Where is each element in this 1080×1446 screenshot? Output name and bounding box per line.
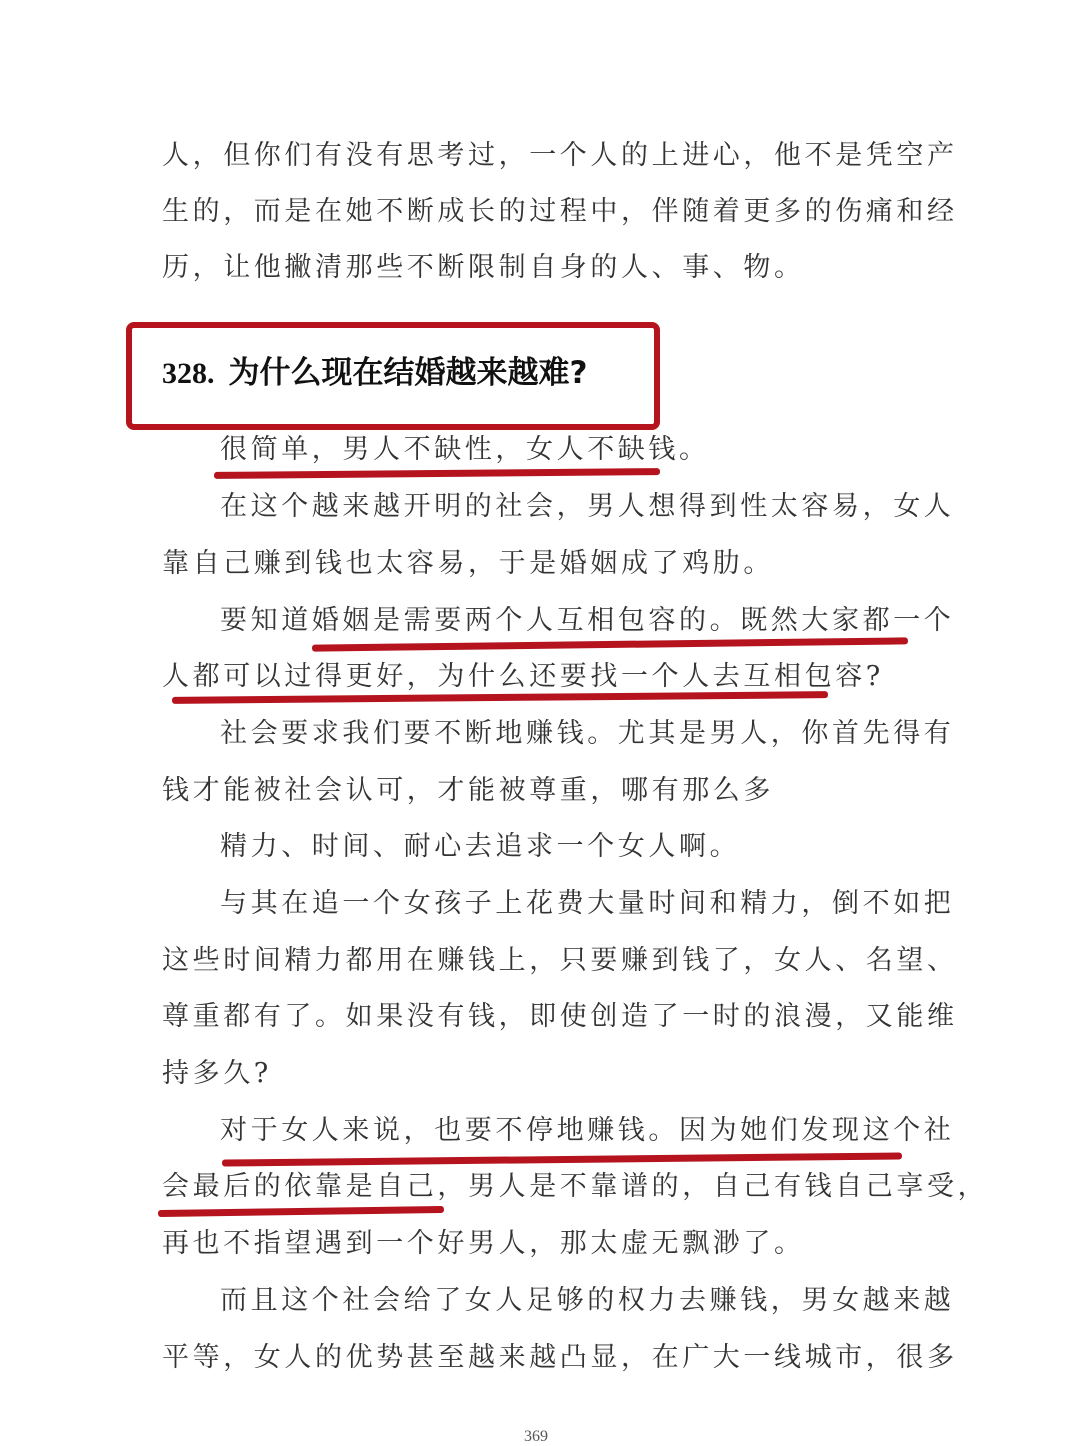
section-title: 为什么现在结婚越来越难? [228, 355, 588, 391]
text-line: 这些时间精力都用在赚钱上，只要赚到钱了，女人、名望、 [162, 945, 958, 976]
text-line: 在这个越来越开明的社会，男人想得到性太容易，女人 [220, 491, 955, 522]
text-line: 再也不指望遇到一个好男人，那太虚无飘渺了。 [162, 1228, 805, 1259]
text-line: 精力、时间、耐心去追求一个女人啊。 [220, 831, 741, 862]
text-line: 社会要求我们要不断地赚钱。尤其是男人，你首先得有 [220, 718, 955, 749]
section-heading [162, 353, 587, 394]
text-line: 生的，而是在她不断成长的过程中，伴随着更多的伤痛和经 [162, 196, 958, 227]
text-line: 要知道婚姻是需要两个人互相包容的。既然大家都一个 [220, 605, 955, 636]
text-line: 平等，女人的优势甚至越来越凸显，在广大一线城市，很多 [162, 1342, 958, 1373]
text-line: 与其在追一个女孩子上花费大量时间和精力，倒不如把 [220, 888, 955, 919]
text-line: 历，让他撇清那些不断限制自身的人、事、物。 [162, 252, 805, 283]
text-line: 而且这个社会给了女人足够的权力去赚钱，男女越来越 [220, 1285, 955, 1316]
text-line: 对于女人来说，也要不停地赚钱。因为她们发现这个社 [220, 1115, 955, 1146]
text-line: 靠自己赚到钱也太容易，于是婚姻成了鸡肋。 [162, 548, 774, 579]
text-line: 很简单，男人不缺性，女人不缺钱。 [220, 434, 710, 465]
text-line: 尊重都有了。如果没有钱，即使创造了一时的浪漫，又能维 [162, 1001, 958, 1032]
text-line: 钱才能被社会认可，才能被尊重，哪有那么多 [162, 775, 774, 806]
text-line: 人，但你们有没有思考过，一个人的上进心，他不是凭空产 [162, 140, 958, 171]
section-heading-box [126, 322, 660, 430]
page-number: 369 [524, 1428, 548, 1445]
red-underline [222, 1152, 902, 1166]
text-line: 持多久? [162, 1058, 272, 1089]
red-underline [158, 1206, 444, 1217]
text-line: 人都可以过得更好，为什么还要找一个人去互相包容? [162, 661, 884, 692]
section-number: 328. [162, 357, 215, 390]
text-line: 会最后的依靠是自己，男人是不靠谱的，自己有钱自己享受， [162, 1171, 989, 1202]
